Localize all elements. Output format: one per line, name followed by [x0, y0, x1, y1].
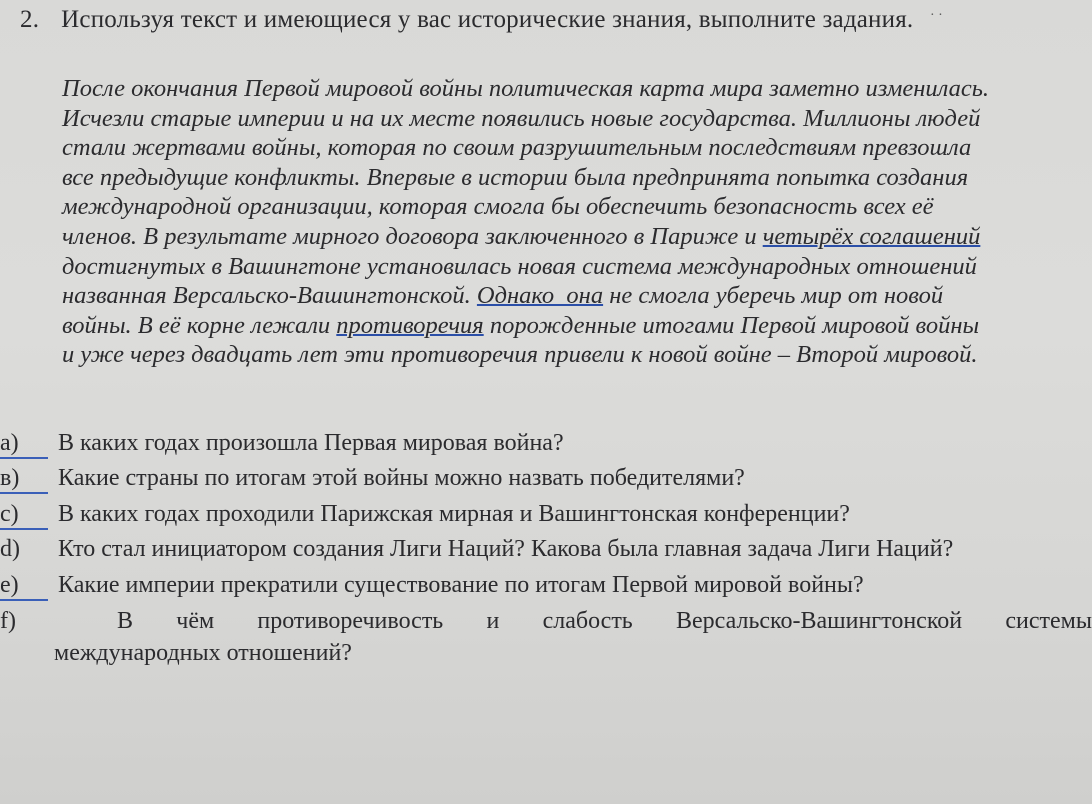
question-letter: f) [0, 608, 16, 634]
question-word: Версальско-Вашингтонской [676, 608, 963, 634]
passage-text: членов. В результате мирного договора заключенного в Париже и [62, 222, 763, 250]
passage-text: войны. В её корне лежали [62, 311, 337, 339]
question-word: и [486, 608, 500, 634]
passage-text: порожденные итогами Первой мировой войны [483, 311, 980, 339]
passage-line [62, 281, 1077, 311]
underlined-phrase: противоречия [336, 311, 484, 339]
question-letter: a) [0, 430, 48, 459]
question-text [117, 608, 1092, 635]
question-text: В каких годах произошла Первая мировая война? [58, 430, 564, 456]
question-word: противоречивость [257, 608, 444, 634]
passage-line [62, 222, 1077, 252]
question-letter: c) [0, 501, 48, 530]
question-word: чём [176, 608, 215, 634]
question-text: Какие страны по итогам этой войны можно назвать победителями? [58, 465, 745, 491]
passage-line: стали жертвами войны, которая по своим разрушительным последствиям превзошла [62, 134, 972, 162]
passage-line: достигнутых в Вашингтоне установилась новая система международных отношений [62, 252, 977, 280]
passage-text: не смогла уберечь мир от новой [603, 282, 944, 310]
passage-line [62, 311, 1077, 341]
question-text: международных отношений? [54, 640, 352, 666]
underlined-phrase: четырёх соглашений [762, 222, 981, 250]
passage-line: международной организации, которая смогла бы обеспечить безопасность всех её [62, 193, 934, 221]
question-word: системы [1005, 608, 1092, 634]
question-word: слабость [542, 608, 633, 634]
stray-marks: · · [930, 8, 943, 23]
question-letter: d) [0, 536, 20, 562]
question-word: В [117, 608, 134, 634]
passage-line: После окончания Первой мировой войны политическая карта мира заметно изменилась. [62, 75, 990, 102]
question-letter: e) [0, 572, 48, 601]
question-text: Какие империи прекратили существование по итогам Первой мировой войны? [58, 572, 864, 598]
task-instruction: Используя текст и имеющиеся у вас исторические знания, выполните задания. [61, 6, 914, 33]
question-f [0, 608, 1092, 644]
passage-line: все предыдущие конфликты. Впервые в истории была предпринята попытка создания [62, 163, 969, 191]
question-letter: в) [0, 465, 48, 494]
source-passage [62, 74, 1077, 370]
question-text: Кто стал инициатором создания Лиги Наций? Какова была главная задача Лиги Наций? [58, 536, 954, 562]
passage-line: Исчезли старые империи и на их месте появились новые государства. Миллионы людей [62, 104, 981, 132]
question-text: В каких годах проходили Парижская мирная и Вашингтонская конференции? [58, 501, 850, 527]
passage-line: и уже через двадцать лет эти противоречия привели к новой войне – Второй мировой. [62, 341, 978, 369]
underlined-phrase: Однако она [476, 282, 604, 310]
passage-text: названная Версальско-Вашингтонской. [62, 282, 477, 310]
task-header [20, 6, 913, 34]
task-number: 2. [20, 6, 40, 33]
